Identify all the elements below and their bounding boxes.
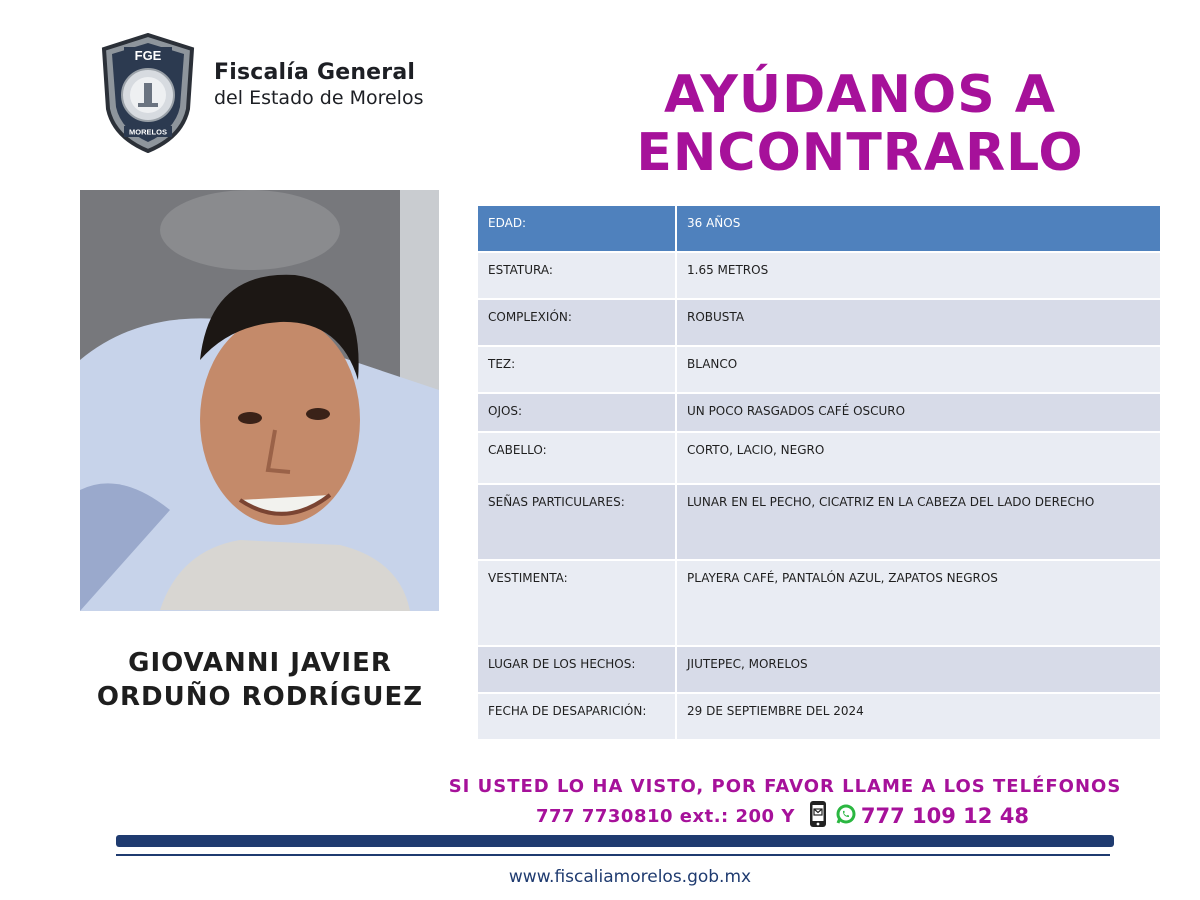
- detail-label: ESTATURA:: [478, 253, 677, 298]
- detail-label: OJOS:: [478, 394, 677, 431]
- person-name: [80, 646, 440, 714]
- phone-number-landline[interactable]: 777 7730810 ext.: 200 Y: [536, 805, 795, 827]
- phone-number-whatsapp[interactable]: 777 109 12 48: [860, 804, 1029, 828]
- detail-value: ROBUSTA: [677, 300, 1160, 345]
- agency-name-line1: Fiscalía General: [214, 60, 416, 85]
- detail-value: JIUTEPEC, MORELOS: [677, 647, 1160, 692]
- shield-icon: [100, 33, 196, 153]
- headline: [600, 66, 1120, 182]
- detail-row-height: [478, 253, 1160, 298]
- detail-label: CABELLO:: [478, 433, 677, 483]
- detail-row-eyes: [478, 394, 1160, 431]
- detail-row-clothing: [478, 561, 1160, 645]
- contact-phones: [536, 801, 1029, 831]
- detail-value: 36 AÑOS: [677, 206, 1160, 251]
- detail-label: SEÑAS PARTICULARES:: [478, 485, 677, 559]
- detail-label: VESTIMENTA:: [478, 561, 677, 645]
- person-name-line2: ORDUÑO RODRÍGUEZ: [96, 682, 424, 712]
- detail-row-marks: [478, 485, 1160, 559]
- detail-label: EDAD:: [478, 206, 677, 251]
- detail-label: FECHA DE DESAPARICIÓN:: [478, 694, 677, 739]
- logo-bottom-text: MORELOS: [129, 127, 167, 137]
- detail-row-hair: [478, 433, 1160, 483]
- whatsapp-icon: [835, 803, 857, 829]
- detail-value: LUNAR EN EL PECHO, CICATRIZ EN LA CABEZA DEL LADO DERECHO: [677, 485, 1160, 559]
- contact-message: SI USTED LO HA VISTO, POR FAVOR LLAME A LOS TELÉFONOS: [448, 776, 1122, 797]
- agency-name-line2: del Estado de Morelos: [214, 87, 424, 109]
- detail-row-age: [478, 206, 1160, 251]
- person-photo: [80, 190, 439, 611]
- detail-value: PLAYERA CAFÉ, PANTALÓN AZUL, ZAPATOS NEGROS: [677, 561, 1160, 645]
- detail-value: BLANCO: [677, 347, 1160, 392]
- missing-person-photo: [80, 190, 439, 611]
- fge-logo: [100, 33, 196, 153]
- detail-row-complexion: [478, 347, 1160, 392]
- website-link[interactable]: www.fiscaliamorelos.gob.mx: [508, 867, 752, 887]
- headline-line1: AYÚDANOS A: [663, 65, 1057, 125]
- details-table: [478, 204, 1160, 741]
- headline-line2: ENCONTRARLO: [636, 123, 1084, 183]
- detail-value: 29 DE SEPTIEMBRE DEL 2024: [677, 694, 1160, 739]
- footer-divider-thick: [116, 835, 1114, 847]
- agency-name: [214, 60, 474, 110]
- detail-value: CORTO, LACIO, NEGRO: [677, 433, 1160, 483]
- detail-label: COMPLEXIÓN:: [478, 300, 677, 345]
- person-name-line1: GIOVANNI JAVIER: [128, 648, 392, 678]
- logo-badge-text: FGE: [134, 48, 162, 63]
- detail-row-location: [478, 647, 1160, 692]
- detail-label: LUGAR DE LOS HECHOS:: [478, 647, 677, 692]
- detail-value: UN POCO RASGADOS CAFÉ OSCURO: [677, 394, 1160, 431]
- detail-value: 1.65 METROS: [677, 253, 1160, 298]
- detail-row-build: [478, 300, 1160, 345]
- detail-row-date: [478, 694, 1160, 739]
- mobile-phone-icon: [809, 800, 827, 832]
- detail-label: TEZ:: [478, 347, 677, 392]
- footer-divider-thin: [116, 854, 1110, 856]
